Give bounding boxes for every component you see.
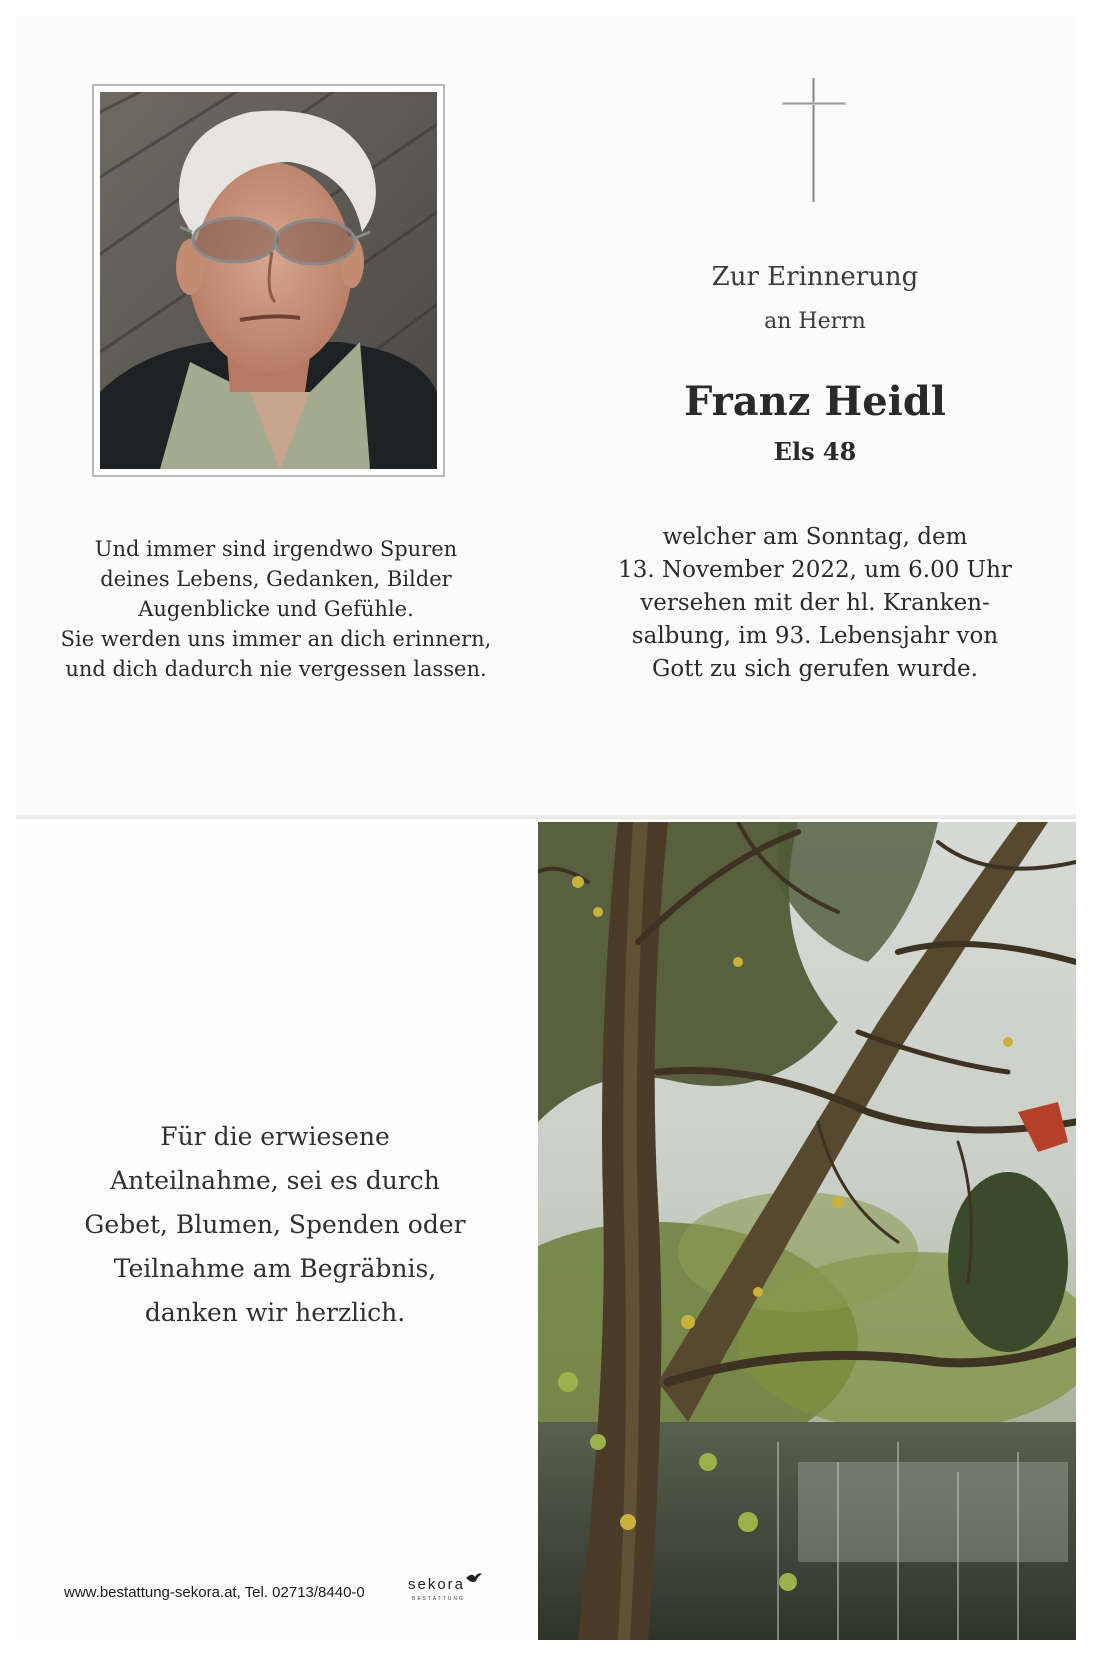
portrait-photo — [100, 92, 437, 469]
death-line: welcher am Sonntag, dem — [662, 524, 968, 550]
death-line: Gott zu sich gerufen wurde. — [652, 656, 978, 682]
fold-line — [16, 815, 1076, 819]
portrait-frame — [92, 84, 445, 477]
poem-line: deines Lebens, Gedanken, Bilder — [100, 567, 452, 591]
thanks-line: danken wir herzlich. — [144, 1298, 406, 1327]
death-line: 13. November 2022, um 6.00 Uhr — [618, 557, 1012, 583]
intro-heading: Zur Erinnerung — [711, 262, 919, 292]
footer-contact: www.bestattung-sekora.at, Tel. 02713/8440-0 — [64, 1584, 365, 1601]
deceased-address: Els 48 — [773, 437, 857, 466]
poem-line: Sie werden uns immer an dich erinnern, — [60, 627, 492, 651]
death-notice — [560, 521, 1070, 686]
cross-icon — [782, 78, 846, 208]
thanks-line: Für die erwiesene — [160, 1122, 390, 1151]
intro-subheading: an Herrn — [764, 309, 866, 334]
deceased-name: Franz Heidl — [683, 378, 946, 425]
poem-line: und dich dadurch nie vergessen lassen. — [65, 657, 487, 681]
poem — [56, 534, 496, 684]
poem-line: Und immer sind irgendwo Spuren — [94, 537, 458, 561]
brand-logo-subtitle: BESTATTUNG — [412, 1596, 465, 1602]
thanks-line: Anteilnahme, sei es durch — [110, 1166, 440, 1195]
poem-line: Augenblicke und Gefühle. — [138, 597, 414, 621]
death-line: salbung, im 93. Lebensjahr von — [631, 623, 999, 649]
bird-icon — [466, 1572, 482, 1584]
thanks-line: Teilnahme am Begräbnis, — [113, 1254, 437, 1283]
thanks-message — [40, 1115, 510, 1335]
death-line: versehen mit der hl. Kranken- — [640, 590, 990, 616]
forest-photo — [538, 822, 1076, 1640]
brand-logo: sekora — [408, 1576, 466, 1593]
thanks-line: Gebet, Blumen, Spenden oder — [84, 1210, 466, 1239]
